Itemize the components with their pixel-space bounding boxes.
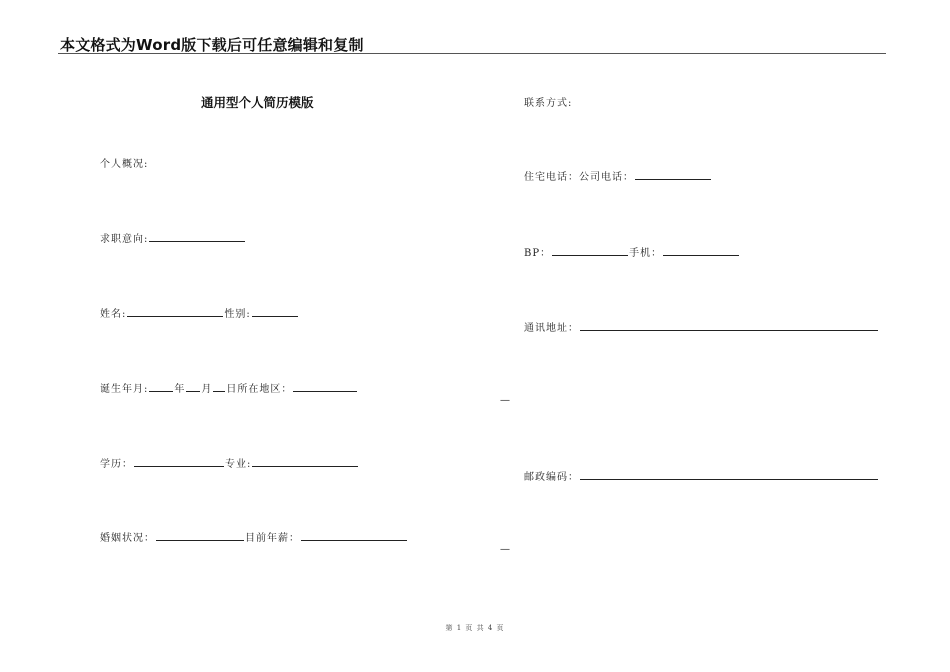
gender-blank — [252, 307, 298, 317]
month-label: 月 — [201, 384, 213, 395]
postcode-blank — [580, 470, 878, 480]
bp-label: BP： — [524, 248, 552, 259]
major-label: 专业: — [225, 459, 252, 470]
location-blank — [293, 382, 357, 392]
salary-blank — [301, 531, 407, 541]
objective-blank — [149, 232, 245, 242]
birth-year-blank — [149, 382, 173, 392]
day-location-label: 日所在地区： — [226, 384, 293, 395]
major-blank — [252, 457, 358, 467]
overview-label: 个人概况: — [100, 159, 149, 170]
salary-label: 目前年薪： — [245, 533, 300, 544]
objective-label: 求职意向: — [100, 234, 149, 245]
birth-day-blank — [213, 382, 225, 392]
separator-dash: — — [500, 395, 510, 406]
postcode-label: 邮政编码： — [524, 472, 579, 483]
page-number: 第 1 页 共 4 页 — [445, 624, 505, 632]
field-objective — [100, 230, 246, 245]
separator-dash: — — [500, 544, 510, 555]
mobile-blank — [663, 246, 739, 256]
address-label: 通讯地址： — [524, 323, 579, 334]
company-phone-blank — [635, 170, 711, 180]
field-marital-salary — [100, 529, 408, 544]
name-blank — [127, 307, 223, 317]
education-label: 学历： — [100, 459, 133, 470]
birth-month-blank — [186, 382, 200, 392]
document-header: 本文格式为Word版下载后可任意编辑和复制 — [60, 36, 364, 54]
year-label: 年 — [174, 384, 186, 395]
gender-label: 性别: — [224, 309, 251, 320]
birth-label: 诞生年月: — [100, 384, 149, 395]
marital-label: 婚姻状况： — [100, 533, 155, 544]
address-blank — [580, 321, 878, 331]
education-blank — [134, 457, 224, 467]
name-label: 姓名: — [100, 309, 127, 320]
field-birth — [100, 380, 358, 395]
field-postcode — [524, 468, 879, 483]
field-bp-mobile — [524, 244, 740, 259]
mobile-label: 手机： — [629, 248, 663, 259]
field-address — [524, 319, 879, 334]
field-name-gender — [100, 305, 299, 320]
home-phone-label: 住宅电话： — [524, 172, 579, 183]
marital-blank — [156, 531, 244, 541]
field-overview — [100, 155, 148, 170]
contact-label: 联系方式: — [524, 98, 573, 109]
field-education-major — [100, 455, 359, 470]
resume-title: 通用型个人简历模版 — [201, 95, 314, 110]
header-divider — [58, 53, 886, 54]
company-phone-label: 公司电话： — [579, 172, 634, 183]
bp-blank — [552, 246, 628, 256]
field-contact — [524, 94, 572, 109]
field-phones — [524, 168, 712, 183]
